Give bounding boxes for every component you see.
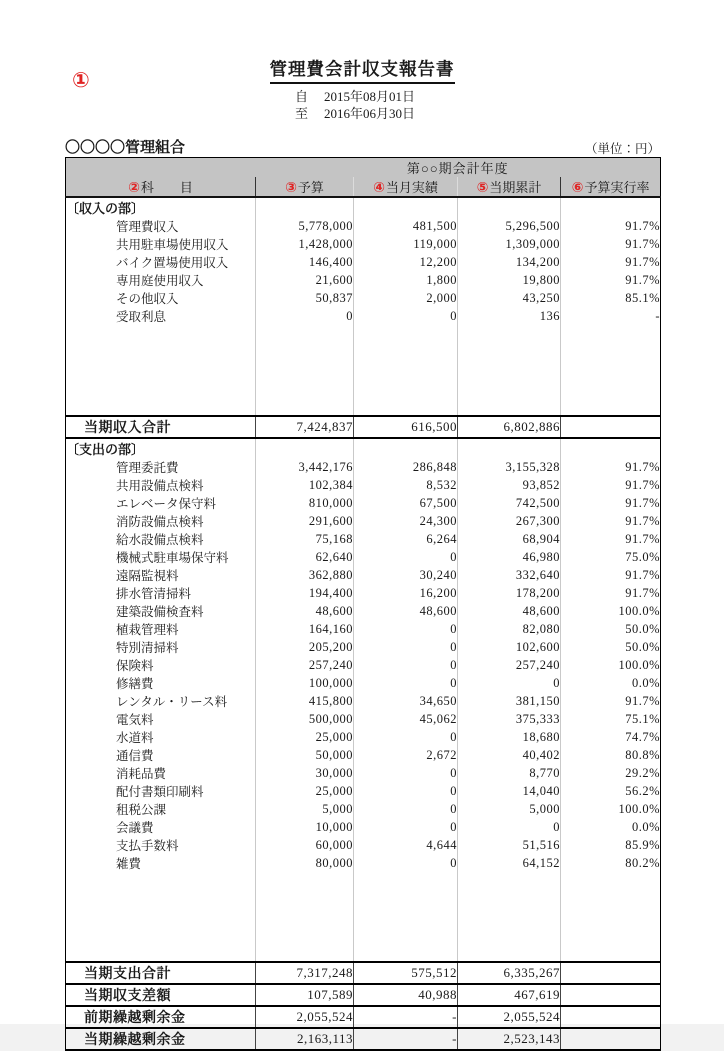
- income-total-row: [66, 416, 661, 438]
- income-table-row-value: 1,309,000: [458, 235, 561, 253]
- income-total-row-label: 当期収入合計: [66, 416, 256, 438]
- expense-table-row-value: 362,880: [256, 566, 354, 584]
- income-table-row-value: 19,800: [458, 271, 561, 289]
- period-to-label: 至: [295, 106, 309, 121]
- expense-table-row-value: 16,200: [354, 584, 458, 602]
- column-header-ytd: ⑤当期累計: [458, 177, 561, 197]
- income-table-row-label: その他収入: [116, 292, 179, 306]
- expense-table-row-value: 80.8%: [561, 746, 661, 764]
- expense-table-row-value: 91.7%: [561, 530, 661, 548]
- expense-table-row-value: 102,600: [458, 638, 561, 656]
- income-total-row-value: 6,802,886: [458, 416, 561, 438]
- expense-table-row-value: 8,770: [458, 764, 561, 782]
- column-header-item: ②科 目: [66, 177, 256, 197]
- summary-row: [66, 1028, 661, 1050]
- expense-table-row-label: 保険料: [116, 659, 154, 673]
- expense-table-row-value: 50,000: [256, 746, 354, 764]
- income-filler-row-label: [66, 325, 256, 416]
- expense-table-row-value: 62,640: [256, 548, 354, 566]
- income-table-row-value: 2,000: [354, 289, 458, 307]
- expense-table-row: [66, 746, 661, 764]
- expense-table-row: [66, 728, 661, 746]
- expense-table-row-value: 0: [354, 764, 458, 782]
- expense-table-row-value: 286,848: [354, 458, 458, 476]
- annotation-circle-4: ④: [373, 180, 385, 196]
- summary-row-value: 2,055,524: [458, 1006, 561, 1028]
- expense-table-row: [66, 782, 661, 800]
- expense-table-row-value: 5,000: [256, 800, 354, 818]
- expense-table-row-label: 共用設備点検料: [116, 479, 204, 493]
- expense-table-row-value: 0: [354, 620, 458, 638]
- expense-table-row-value: 64,152: [458, 854, 561, 872]
- expense-table-row-value: 100.0%: [561, 656, 661, 674]
- expense-table-row-value: 0: [458, 674, 561, 692]
- income-table-row-value: 1,428,000: [256, 235, 354, 253]
- expense-table-row-value: 0: [354, 818, 458, 836]
- income-table-row-value: 5,778,000: [256, 217, 354, 235]
- expense-table-row-label: 排水管清掃料: [116, 587, 192, 601]
- expense-table-row-label: 消耗品費: [116, 767, 167, 781]
- summary-row-value: [561, 1006, 661, 1028]
- expense-table-row-value: 68,904: [458, 530, 561, 548]
- expense-table-row: [66, 584, 661, 602]
- annotation-circle-2: ②: [128, 180, 140, 196]
- income-filler-row-value: [256, 325, 354, 416]
- income-total-row-value: 616,500: [354, 416, 458, 438]
- expense-table-row: [66, 818, 661, 836]
- income-section-label: [66, 197, 661, 217]
- expense-table-row-label: 通信費: [116, 749, 154, 763]
- expense-table-row-value: 0.0%: [561, 818, 661, 836]
- expense-table-row: [66, 800, 661, 818]
- expense-table-row-value: 205,200: [256, 638, 354, 656]
- period-from-label: 自: [295, 89, 309, 104]
- report-period: [0, 88, 724, 122]
- income-table-row-value: 12,200: [354, 253, 458, 271]
- expense-table-row-value: 30,000: [256, 764, 354, 782]
- income-table-row-value: 85.1%: [561, 289, 661, 307]
- summary-row-value: 2,523,143: [458, 1028, 561, 1050]
- expense-table-row-value: 257,240: [458, 656, 561, 674]
- summary-row: [66, 984, 661, 1006]
- expense-table-row-value: 82,080: [458, 620, 561, 638]
- expense-table-row-label: 給水設備点検料: [116, 533, 204, 547]
- expense-table-row-value: 381,150: [458, 692, 561, 710]
- income-table-row-value: 481,500: [354, 217, 458, 235]
- income-filler-row: [66, 325, 661, 416]
- expense-table-row: [66, 602, 661, 620]
- expense-table-row: [66, 620, 661, 638]
- summary-row-value: 467,619: [458, 984, 561, 1006]
- expense-table-row-value: 102,384: [256, 476, 354, 494]
- expense-table-row-label: 電気料: [116, 713, 154, 727]
- period-from-date: 2015年08月01日: [324, 89, 416, 104]
- income-table-row-label: 共用駐車場使用収入: [116, 238, 229, 252]
- expense-table-row-label: 特別清掃料: [116, 641, 179, 655]
- expense-table-row-value: 75,168: [256, 530, 354, 548]
- expense-total-row-value: [561, 962, 661, 984]
- expense-table-row-value: 75.1%: [561, 710, 661, 728]
- expense-table-row-label: 配付書類印刷料: [116, 785, 204, 799]
- expense-table-row-value: 100.0%: [561, 602, 661, 620]
- expense-table-row-label: 遠隔監視料: [116, 569, 179, 583]
- income-table-row-value: 5,296,500: [458, 217, 561, 235]
- income-filler-row-value: [458, 325, 561, 416]
- income-section-label-label: 〔収入の部〕: [66, 201, 145, 216]
- expense-table-row-value: 91.7%: [561, 458, 661, 476]
- expense-table-row-value: 91.7%: [561, 584, 661, 602]
- expense-section-label-value: [458, 438, 561, 458]
- expense-table-row-value: 80.2%: [561, 854, 661, 872]
- expense-table-row-value: 56.2%: [561, 782, 661, 800]
- expense-table-row-value: 85.9%: [561, 836, 661, 854]
- summary-row-label: 当期収支差額: [66, 984, 256, 1006]
- period-to-date: 2016年06月30日: [324, 106, 416, 121]
- expense-table-row-label: 修繕費: [116, 677, 154, 691]
- expense-section-label-value: [561, 438, 661, 458]
- annotation-circle-3: ③: [285, 180, 297, 196]
- expense-table-row-label: 雑費: [116, 857, 142, 871]
- income-filler-row-value: [354, 325, 458, 416]
- income-table-row-value: 91.7%: [561, 235, 661, 253]
- expense-table-row-value: 91.7%: [561, 692, 661, 710]
- income-table-row-value: 50,837: [256, 289, 354, 307]
- expense-section-label-value: [256, 438, 354, 458]
- expense-table-row-value: 5,000: [458, 800, 561, 818]
- expense-table-row-value: 810,000: [256, 494, 354, 512]
- expense-table-row-value: 30,240: [354, 566, 458, 584]
- expense-table-row-value: 40,402: [458, 746, 561, 764]
- expense-table-row-value: 0: [354, 548, 458, 566]
- income-section-label-value: [354, 197, 458, 217]
- income-table-row-label: 専用庭使用収入: [116, 274, 204, 288]
- expense-table-row: [66, 764, 661, 782]
- expense-table-row-value: 91.7%: [561, 494, 661, 512]
- table-body: [66, 197, 661, 1050]
- expense-filler-row-value: [458, 872, 561, 962]
- expense-table-row-value: 91.7%: [561, 512, 661, 530]
- income-table-row: [66, 235, 661, 253]
- expense-filler-row-label: [66, 872, 256, 962]
- org-row: [65, 136, 660, 157]
- expense-table-row-label: レンタル・リース料: [116, 695, 228, 709]
- expense-table-row-value: 45,062: [354, 710, 458, 728]
- summary-row-value: 40,988: [354, 984, 458, 1006]
- expense-table-row-label: 消防設備点検料: [116, 515, 204, 529]
- income-section-label-value: [458, 197, 561, 217]
- income-table-row-value: 0: [354, 307, 458, 325]
- expense-table-row: [66, 836, 661, 854]
- income-table-row-value: 1,800: [354, 271, 458, 289]
- expense-table-row: [66, 710, 661, 728]
- summary-row-value: 2,163,113: [256, 1028, 354, 1050]
- summary-row-value: [561, 1028, 661, 1050]
- income-table-row-label: 受取利息: [116, 310, 167, 324]
- title-block: [0, 56, 724, 84]
- income-table-row-label: 管理費収入: [116, 220, 179, 234]
- income-table-row-value: 91.7%: [561, 217, 661, 235]
- expense-table-row-value: 0: [354, 656, 458, 674]
- summary-row-value: -: [354, 1006, 458, 1028]
- expense-table-row-value: 50.0%: [561, 620, 661, 638]
- expense-table-row-value: 0: [354, 728, 458, 746]
- expense-table-row: [66, 854, 661, 872]
- expense-table-row-value: 6,264: [354, 530, 458, 548]
- expense-table-row-value: 3,442,176: [256, 458, 354, 476]
- expense-table-row-value: 0: [354, 638, 458, 656]
- expense-table-row-value: 0: [354, 854, 458, 872]
- income-table-row-label: バイク置場使用収入: [116, 256, 229, 270]
- income-table-row: [66, 253, 661, 271]
- summary-row-label: 前期繰越剰余金: [66, 1006, 256, 1028]
- income-total-row-value: [561, 416, 661, 438]
- expense-table-row-value: 3,155,328: [458, 458, 561, 476]
- expense-table-row-value: 25,000: [256, 782, 354, 800]
- expense-table-row-value: 0: [354, 674, 458, 692]
- expense-section-label-label: 〔支出の部〕: [66, 442, 145, 457]
- expense-table-row-value: 100,000: [256, 674, 354, 692]
- summary-row: [66, 1006, 661, 1028]
- column-header-execution-rate: ⑥予算実行率: [561, 177, 661, 197]
- expense-table-row-value: 34,650: [354, 692, 458, 710]
- expense-table-row: [66, 692, 661, 710]
- expense-table-row: [66, 656, 661, 674]
- expense-table-row: [66, 530, 661, 548]
- income-table-row-value: 134,200: [458, 253, 561, 271]
- expense-table-row-value: 91.7%: [561, 476, 661, 494]
- expense-table-row-label: 機械式駐車場保守料: [116, 551, 229, 565]
- expense-table-row-value: 67,500: [354, 494, 458, 512]
- expense-table-row: [66, 476, 661, 494]
- income-table-row-value: 0: [256, 307, 354, 325]
- period-from-line: [295, 88, 429, 105]
- expense-table-row-value: 742,500: [458, 494, 561, 512]
- report-title: 管理費会計収支報告書: [270, 56, 455, 84]
- income-filler-row-value: [561, 325, 661, 416]
- expense-table-row-value: 75.0%: [561, 548, 661, 566]
- expense-table-row-value: 48,600: [256, 602, 354, 620]
- expense-table-row-label: 水道料: [116, 731, 154, 745]
- income-table-row-value: 43,250: [458, 289, 561, 307]
- fiscal-year-row: [66, 158, 661, 178]
- expense-filler-row-value: [354, 872, 458, 962]
- expense-table-row: [66, 512, 661, 530]
- expense-table-row-value: 93,852: [458, 476, 561, 494]
- expense-table-row-value: 29.2%: [561, 764, 661, 782]
- expense-table-row-value: 178,200: [458, 584, 561, 602]
- expense-table-row-value: 500,000: [256, 710, 354, 728]
- column-header-budget: ③予算: [256, 177, 354, 197]
- expense-total-row-value: 575,512: [354, 962, 458, 984]
- income-table-row-value: -: [561, 307, 661, 325]
- expense-table-row-value: 164,160: [256, 620, 354, 638]
- income-total-row-value: 7,424,837: [256, 416, 354, 438]
- expense-section-label: [66, 438, 661, 458]
- org-name: 〇〇〇〇管理組合: [65, 139, 186, 156]
- unit-note: （単位：円）: [584, 142, 660, 156]
- expense-table-row-value: 74.7%: [561, 728, 661, 746]
- period-to-line: [295, 105, 429, 122]
- summary-row-value: 107,589: [256, 984, 354, 1006]
- expense-table-row-value: 14,040: [458, 782, 561, 800]
- expense-table-row-value: 8,532: [354, 476, 458, 494]
- income-table-row-value: 136: [458, 307, 561, 325]
- expense-table-row-value: 257,240: [256, 656, 354, 674]
- expense-table-row-label: 支払手数料: [116, 839, 179, 853]
- expense-table-row-value: 91.7%: [561, 566, 661, 584]
- expense-table-row-value: 80,000: [256, 854, 354, 872]
- expense-filler-row: [66, 872, 661, 962]
- expense-table-row-label: 植栽管理料: [116, 623, 179, 637]
- annotation-circle-1: ①: [72, 68, 90, 92]
- expense-total-row-value: 7,317,248: [256, 962, 354, 984]
- expense-table-row-value: 0: [458, 818, 561, 836]
- column-header-month-actual: ④当月実績: [354, 177, 458, 197]
- expense-table-row-value: 60,000: [256, 836, 354, 854]
- income-table-row-value: 91.7%: [561, 253, 661, 271]
- fiscal-year-header: 第○○期会計年度: [256, 158, 661, 178]
- income-section-label-value: [256, 197, 354, 217]
- expense-table-row-value: 4,644: [354, 836, 458, 854]
- expense-table-row-value: 194,400: [256, 584, 354, 602]
- summary-row-label: 当期繰越剰余金: [66, 1028, 256, 1050]
- income-table-row: [66, 217, 661, 235]
- expense-table-row-value: 24,300: [354, 512, 458, 530]
- expense-table-row-value: 0: [354, 782, 458, 800]
- expense-table-row-value: 291,600: [256, 512, 354, 530]
- expense-table-row: [66, 458, 661, 476]
- expense-section-label-value: [354, 438, 458, 458]
- expense-table-row: [66, 638, 661, 656]
- expense-table-row: [66, 566, 661, 584]
- expense-table-row-label: 租税公課: [116, 803, 167, 817]
- expense-table-row-value: 0: [354, 800, 458, 818]
- expense-table-row-value: 332,640: [458, 566, 561, 584]
- annotation-circle-5: ⑤: [476, 180, 489, 196]
- expense-table-row-value: 375,333: [458, 710, 561, 728]
- expense-table-row-value: 51,516: [458, 836, 561, 854]
- expense-filler-row-value: [256, 872, 354, 962]
- expense-table-row: [66, 674, 661, 692]
- expense-total-row-label: 当期支出合計: [66, 962, 256, 984]
- expense-table-row-value: 50.0%: [561, 638, 661, 656]
- expense-table-row-label: 会議費: [116, 821, 154, 835]
- summary-row-value: [561, 984, 661, 1006]
- expense-table-row-value: 267,300: [458, 512, 561, 530]
- expense-table-row-value: 18,680: [458, 728, 561, 746]
- income-table-row: [66, 271, 661, 289]
- expense-table-row: [66, 494, 661, 512]
- report-table: [65, 157, 661, 1051]
- expense-table-row-label: 建築設備検査料: [116, 605, 204, 619]
- expense-table-row-value: 2,672: [354, 746, 458, 764]
- expense-table-row-label: エレベータ保守料: [116, 497, 217, 511]
- expense-total-row-value: 6,335,267: [458, 962, 561, 984]
- expense-table-row-value: 0.0%: [561, 674, 661, 692]
- expense-total-row: [66, 962, 661, 984]
- income-table-row-value: 21,600: [256, 271, 354, 289]
- annotation-circle-6: ⑥: [571, 180, 584, 196]
- expense-table-row-value: 48,600: [354, 602, 458, 620]
- expense-filler-row-value: [561, 872, 661, 962]
- income-table-row: [66, 289, 661, 307]
- income-table-row-value: 146,400: [256, 253, 354, 271]
- expense-table-row-value: 25,000: [256, 728, 354, 746]
- summary-row-value: -: [354, 1028, 458, 1050]
- expense-table-row-value: 46,980: [458, 548, 561, 566]
- summary-row-value: 2,055,524: [256, 1006, 354, 1028]
- expense-table-row-label: 管理委託費: [116, 461, 179, 475]
- income-table-row: [66, 307, 661, 325]
- expense-table-row-value: 10,000: [256, 818, 354, 836]
- expense-table-row-value: 48,600: [458, 602, 561, 620]
- income-table-row-value: 119,000: [354, 235, 458, 253]
- expense-table-row-value: 415,800: [256, 692, 354, 710]
- fiscal-year-empty-cell: [66, 158, 256, 178]
- expense-table-row-value: 100.0%: [561, 800, 661, 818]
- column-header-row: [66, 177, 661, 197]
- income-table-row-value: 91.7%: [561, 271, 661, 289]
- expense-table-row: [66, 548, 661, 566]
- income-section-label-value: [561, 197, 661, 217]
